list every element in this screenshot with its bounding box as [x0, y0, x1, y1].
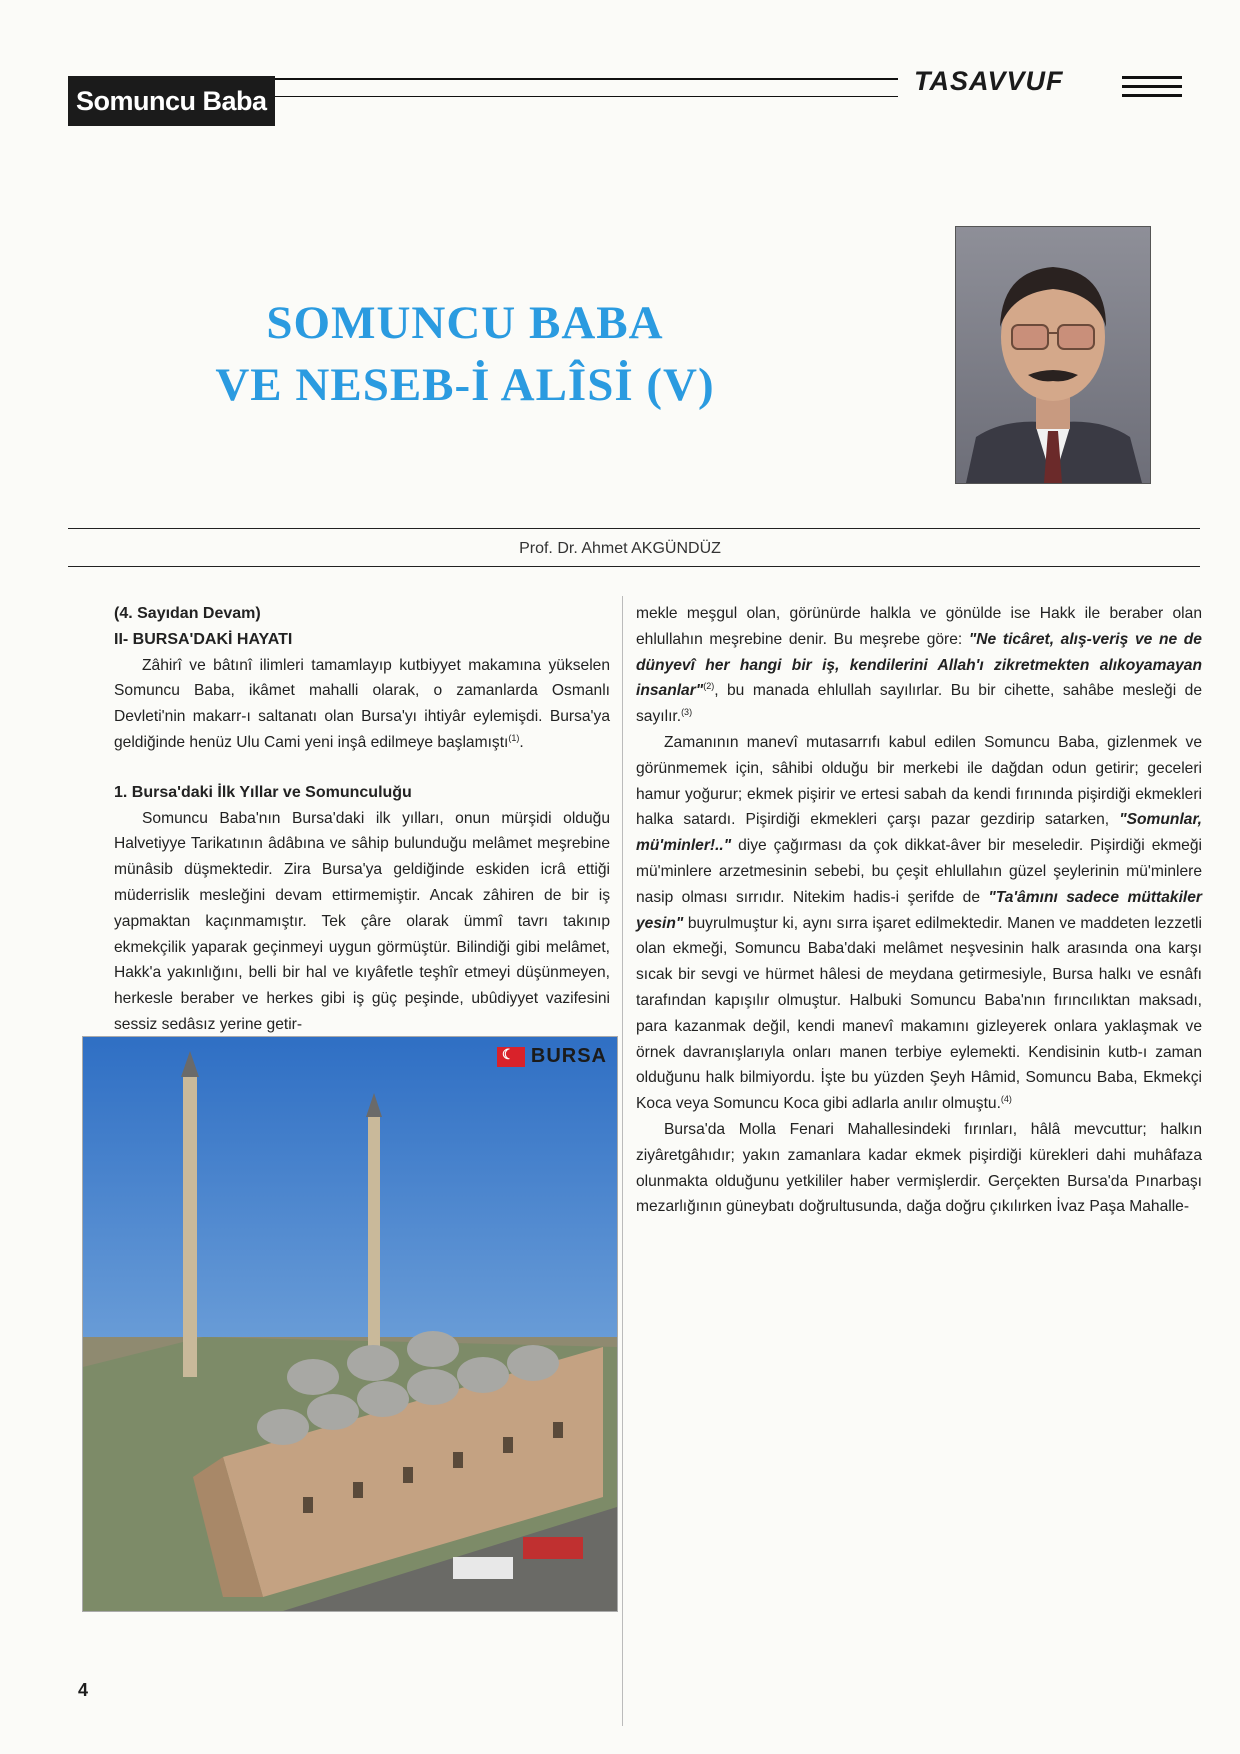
- subsection-heading: 1. Bursa'daki İlk Yıllar ve Somunculuğu: [114, 783, 412, 801]
- section-title: TASAVVUF: [914, 66, 1064, 96]
- section-bars: [1122, 76, 1182, 103]
- continued-note: (4. Sayıdan Devam): [114, 605, 261, 622]
- mosque-photo: [82, 1036, 618, 1612]
- paragraph: Zamanının manevî mutasarrıfı kabul edilen Somuncu Baba, gizlenmek ve görünmemek için, sâhibi olduğu bir merkebi ile dağdan odun getirir; geceleri hamur yoğurur; ekmek pişirir ve ertesi sabah da kendi fırınında pişirdiği ekmekleri halka satardı. Pişirdiği ekmekleri çarşı pazar gezdirip satarken, "Somunlar, mü'minler!.." diye çağırması da çok dikkat-âver bir meseledir. Pişirdiği ekmeği mü'minlere arzetmesinin sebebi, bu çeşit ehlullahın güzel şeylerinin mü'minlere nasip olması sırrıdır. Nitekim hadis-i şerifde de "Ta'âmını sadece müttakiler yesin" buyrulmuştur ki, aynı sırra işaret edilmektedir. Manen ve maddeten lezzetli olan ekmeği, Somuncu Baba'daki melâmet neşvesinin halk arasında ona karşı sıcak bir sevgi ve hürmet hâlesi de meydana getirmesiyle, Bursa halkı ve esnâfı tarafından kapışılır olmuştur. Halbuki Somuncu Baba'nın fırıncılıktan maksadı, para kazanmak değil, kendi manevî makamını gizleyerek onlara yaklaşmak ve örnek davranışlarıyla onları manen terbiye eylemekti. Kendisinin kutb-ı zaman olduğunu halk bilmiyordu. İşte bu yüzden Şeyh Hâmid, Somuncu Baba, Ekmekçi Koca veya Somuncu Koca gibi adlarla anılır olmuştu.$^{(4)}$: [636, 733, 1202, 1113]
- author-rule-top: [68, 528, 1200, 529]
- series-tag: Somuncu Baba: [68, 76, 275, 126]
- quote: "Somunlar, mü'minler!..": [636, 811, 1202, 855]
- paragraph: Bursa'da Molla Fenari Mahallesindeki fırınları, hâlâ mevcuttur; halkın ziyâretgâhıdır; yakın zamanlara kadar ekmek pişirdiği kürekleri dahi muhâfaza olunmakta olduğunu yetkililer haber vermişlerdir. Gerçekten Bursa'da Pınarbaşı mezarlığının güneybatı doğrultusunda, dağa doğru çıkılırken İvaz Paşa Mahalle-: [636, 1120, 1202, 1216]
- quote: "Ne ticâret, alış-veriş ve ne de dünyevî her hangi bir iş, kendilerini Allah'ı zikretmekten alıkoyamayan insanlar": [636, 630, 1202, 700]
- quote: "Ta'âmını sadece müttakiler yesin": [636, 888, 1202, 932]
- paragraph: mekle meşgul olan, görünürde halkla ve gönülde ise Hakk ile beraber olan ehlullahın meşrebine denir. Bu meşrebe göre: "Ne ticâret, alış-veriş ve ne de dünyevî her hangi bir iş, kendilerini Allah'ı zikretmekten alıkoyamayan insanlar"$^{(2)}$, bu manada ehlullah sayılırlar. Bu bir cihette, sahâbe mesleği de sayılır.$^{(3)}$: [636, 605, 1202, 726]
- turkish-flag-icon: [497, 1047, 525, 1067]
- title-line-1: SOMUNCU BABA: [266, 297, 664, 349]
- column-divider: [622, 596, 623, 1726]
- section-heading: II- BURSA'DAKİ HAYATI: [114, 630, 293, 648]
- header-rule-bottom: [248, 96, 898, 97]
- paragraph: Somuncu Baba'nın Bursa'daki ilk yılları, onun mürşidi olduğu Halvetiyye Tarikatının âdâbına ve sâhip bulunduğu melâmet meşrebine münâsib düşmektedir. Zira Bursa'ya geldiğinde eskiden icrâ ettiği müderrislik mesleğini devam ettirmemiştir. Ancak zâhiren de bir iş yapmaktan kaçınmamıştır. Tek çâre olarak ümmî tavrı takınıp ekmekçilik yaparak geçinmeyi uygun görmüştür. Bilindiği gibi melâmet, Hakk'a yakınlığını, belli bir hal ve kıyâfetle teşhîr etmeyi düşünmeyen, herkesle beraber ve herkes gibi iş güç peşinde, ubûdiyyet vazifesini sessiz sedâsız yerine getir-: [114, 809, 610, 1033]
- left-column: [114, 601, 610, 1038]
- page-number: 4: [78, 1680, 89, 1700]
- footnote-ref: (1): [508, 732, 520, 743]
- article-title: [150, 292, 780, 416]
- right-column: [636, 601, 1202, 1220]
- author-name: Prof. Dr. Ahmet AKGÜNDÜZ: [519, 540, 721, 557]
- header-rule-top: [248, 78, 898, 80]
- footnote-ref: (2): [703, 681, 715, 692]
- photo-label: ☾ BURSA: [497, 1045, 607, 1068]
- footnote-ref: (4): [1000, 1093, 1012, 1104]
- paragraph: Zâhirî ve bâtınî ilimleri tamamlayıp kutbiyyet makamına yükselen Somuncu Baba, ikâmet mahalli olarak, o zamanlarda Osmanlı Devleti'nin makarr-ı saltanatı olan Bursa'yı ihtiyâr eylemişdi. Bursa'ya geldiğinde henüz Ulu Cami yeni inşâ edilmeye başlamıştı$^{(1)}$.: [114, 656, 610, 751]
- title-line-2: VE NESEB-İ ALÎSİ (V): [215, 359, 715, 411]
- footnote-ref: (3): [681, 707, 693, 717]
- author-portrait: [955, 226, 1151, 484]
- author-rule-bottom: [68, 566, 1200, 567]
